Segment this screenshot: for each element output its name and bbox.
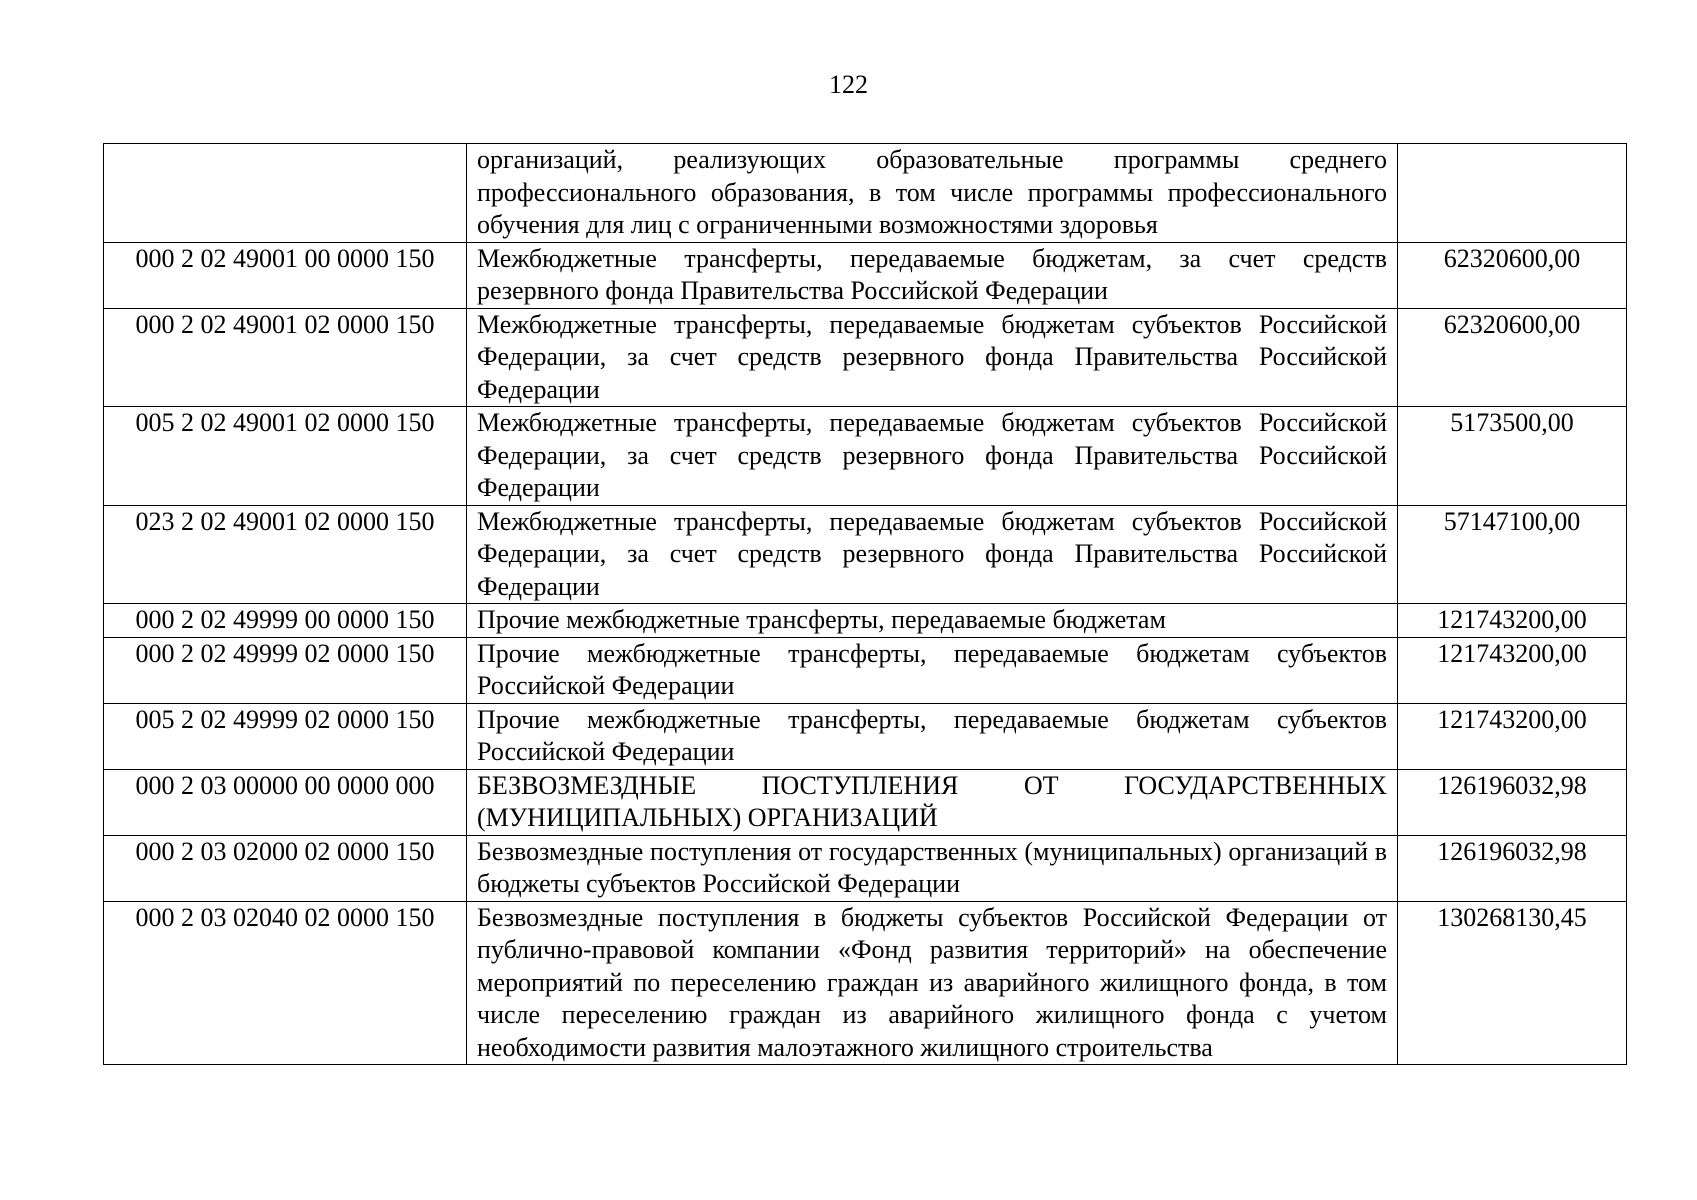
table-row	[104, 637, 1627, 703]
table-row	[104, 308, 1627, 407]
amount-cell: 5173500,00	[1398, 407, 1627, 506]
description-cell: Прочие межбюджетные трансферты, передаваемые бюджетам субъектов Российской Федерации	[467, 703, 1398, 769]
description-cell: организаций, реализующих образовательные программы среднего профессионального образования, в том числе программы профессионального обучения для лиц с ограниченными возможностями здоровья	[467, 144, 1398, 243]
table-row	[104, 703, 1627, 769]
revenue-table	[103, 143, 1627, 1065]
amount-cell: 121743200,00	[1398, 604, 1627, 638]
description-cell: БЕЗВОЗМЕЗДНЫЕ ПОСТУПЛЕНИЯ ОТ ГОСУДАРСТВЕННЫХ (МУНИЦИПАЛЬНЫХ) ОРГАНИЗАЦИЙ	[467, 769, 1398, 835]
amount-cell: 121743200,00	[1398, 703, 1627, 769]
budget-code-cell: 023 2 02 49001 02 0000 150	[104, 505, 467, 604]
budget-code-cell: 000 2 03 00000 00 0000 000	[104, 769, 467, 835]
table-row	[104, 769, 1627, 835]
amount-cell	[1398, 144, 1627, 243]
budget-code-cell: 000 2 03 02040 02 0000 150	[104, 901, 467, 1065]
description-cell: Межбюджетные трансферты, передаваемые бюджетам субъектов Российской Федерации, за счет средств резервного фонда Правительства Российской Федерации	[467, 505, 1398, 604]
description-cell: Прочие межбюджетные трансферты, передаваемые бюджетам субъектов Российской Федерации	[467, 637, 1398, 703]
budget-code-cell: 000 2 03 02000 02 0000 150	[104, 835, 467, 901]
amount-cell: 130268130,45	[1398, 901, 1627, 1065]
budget-code-cell: 000 2 02 49999 02 0000 150	[104, 637, 467, 703]
page-number: 122	[829, 70, 868, 99]
description-cell: Межбюджетные трансферты, передаваемые бюджетам субъектов Российской Федерации, за счет средств резервного фонда Правительства Российской Федерации	[467, 407, 1398, 506]
amount-cell: 126196032,98	[1398, 769, 1627, 835]
description-cell: Безвозмездные поступления от государственных (муниципальных) организаций в бюджеты субъектов Российской Федерации	[467, 835, 1398, 901]
table-row	[104, 835, 1627, 901]
description-cell: Прочие межбюджетные трансферты, передаваемые бюджетам	[467, 604, 1398, 638]
table-row	[104, 144, 1627, 243]
amount-cell: 121743200,00	[1398, 637, 1627, 703]
amount-cell: 62320600,00	[1398, 308, 1627, 407]
budget-code-cell: 005 2 02 49001 02 0000 150	[104, 407, 467, 506]
budget-code-cell: 000 2 02 49001 02 0000 150	[104, 308, 467, 407]
table-row	[104, 407, 1627, 506]
amount-cell: 57147100,00	[1398, 505, 1627, 604]
table-row	[104, 901, 1627, 1065]
budget-code-cell	[104, 144, 467, 243]
amount-cell: 126196032,98	[1398, 835, 1627, 901]
amount-cell: 62320600,00	[1398, 242, 1627, 308]
description-cell: Межбюджетные трансферты, передаваемые бюджетам субъектов Российской Федерации, за счет средств резервного фонда Правительства Российской Федерации	[467, 308, 1398, 407]
budget-code-cell: 005 2 02 49999 02 0000 150	[104, 703, 467, 769]
budget-code-cell: 000 2 02 49999 00 0000 150	[104, 604, 467, 638]
table-row	[104, 604, 1627, 638]
table-row	[104, 242, 1627, 308]
table-row	[104, 505, 1627, 604]
description-cell: Межбюджетные трансферты, передаваемые бюджетам, за счет средств резервного фонда Правительства Российской Федерации	[467, 242, 1398, 308]
description-cell: Безвозмездные поступления в бюджеты субъектов Российской Федерации от публично-правовой компании «Фонд развития территорий» на обеспечение мероприятий по переселению граждан из аварийного жилищного фонда, в том числе переселению граждан из аварийного жилищного фонда с учетом необходимости развития малоэтажного жилищного строительства	[467, 901, 1398, 1065]
budget-code-cell: 000 2 02 49001 00 0000 150	[104, 242, 467, 308]
